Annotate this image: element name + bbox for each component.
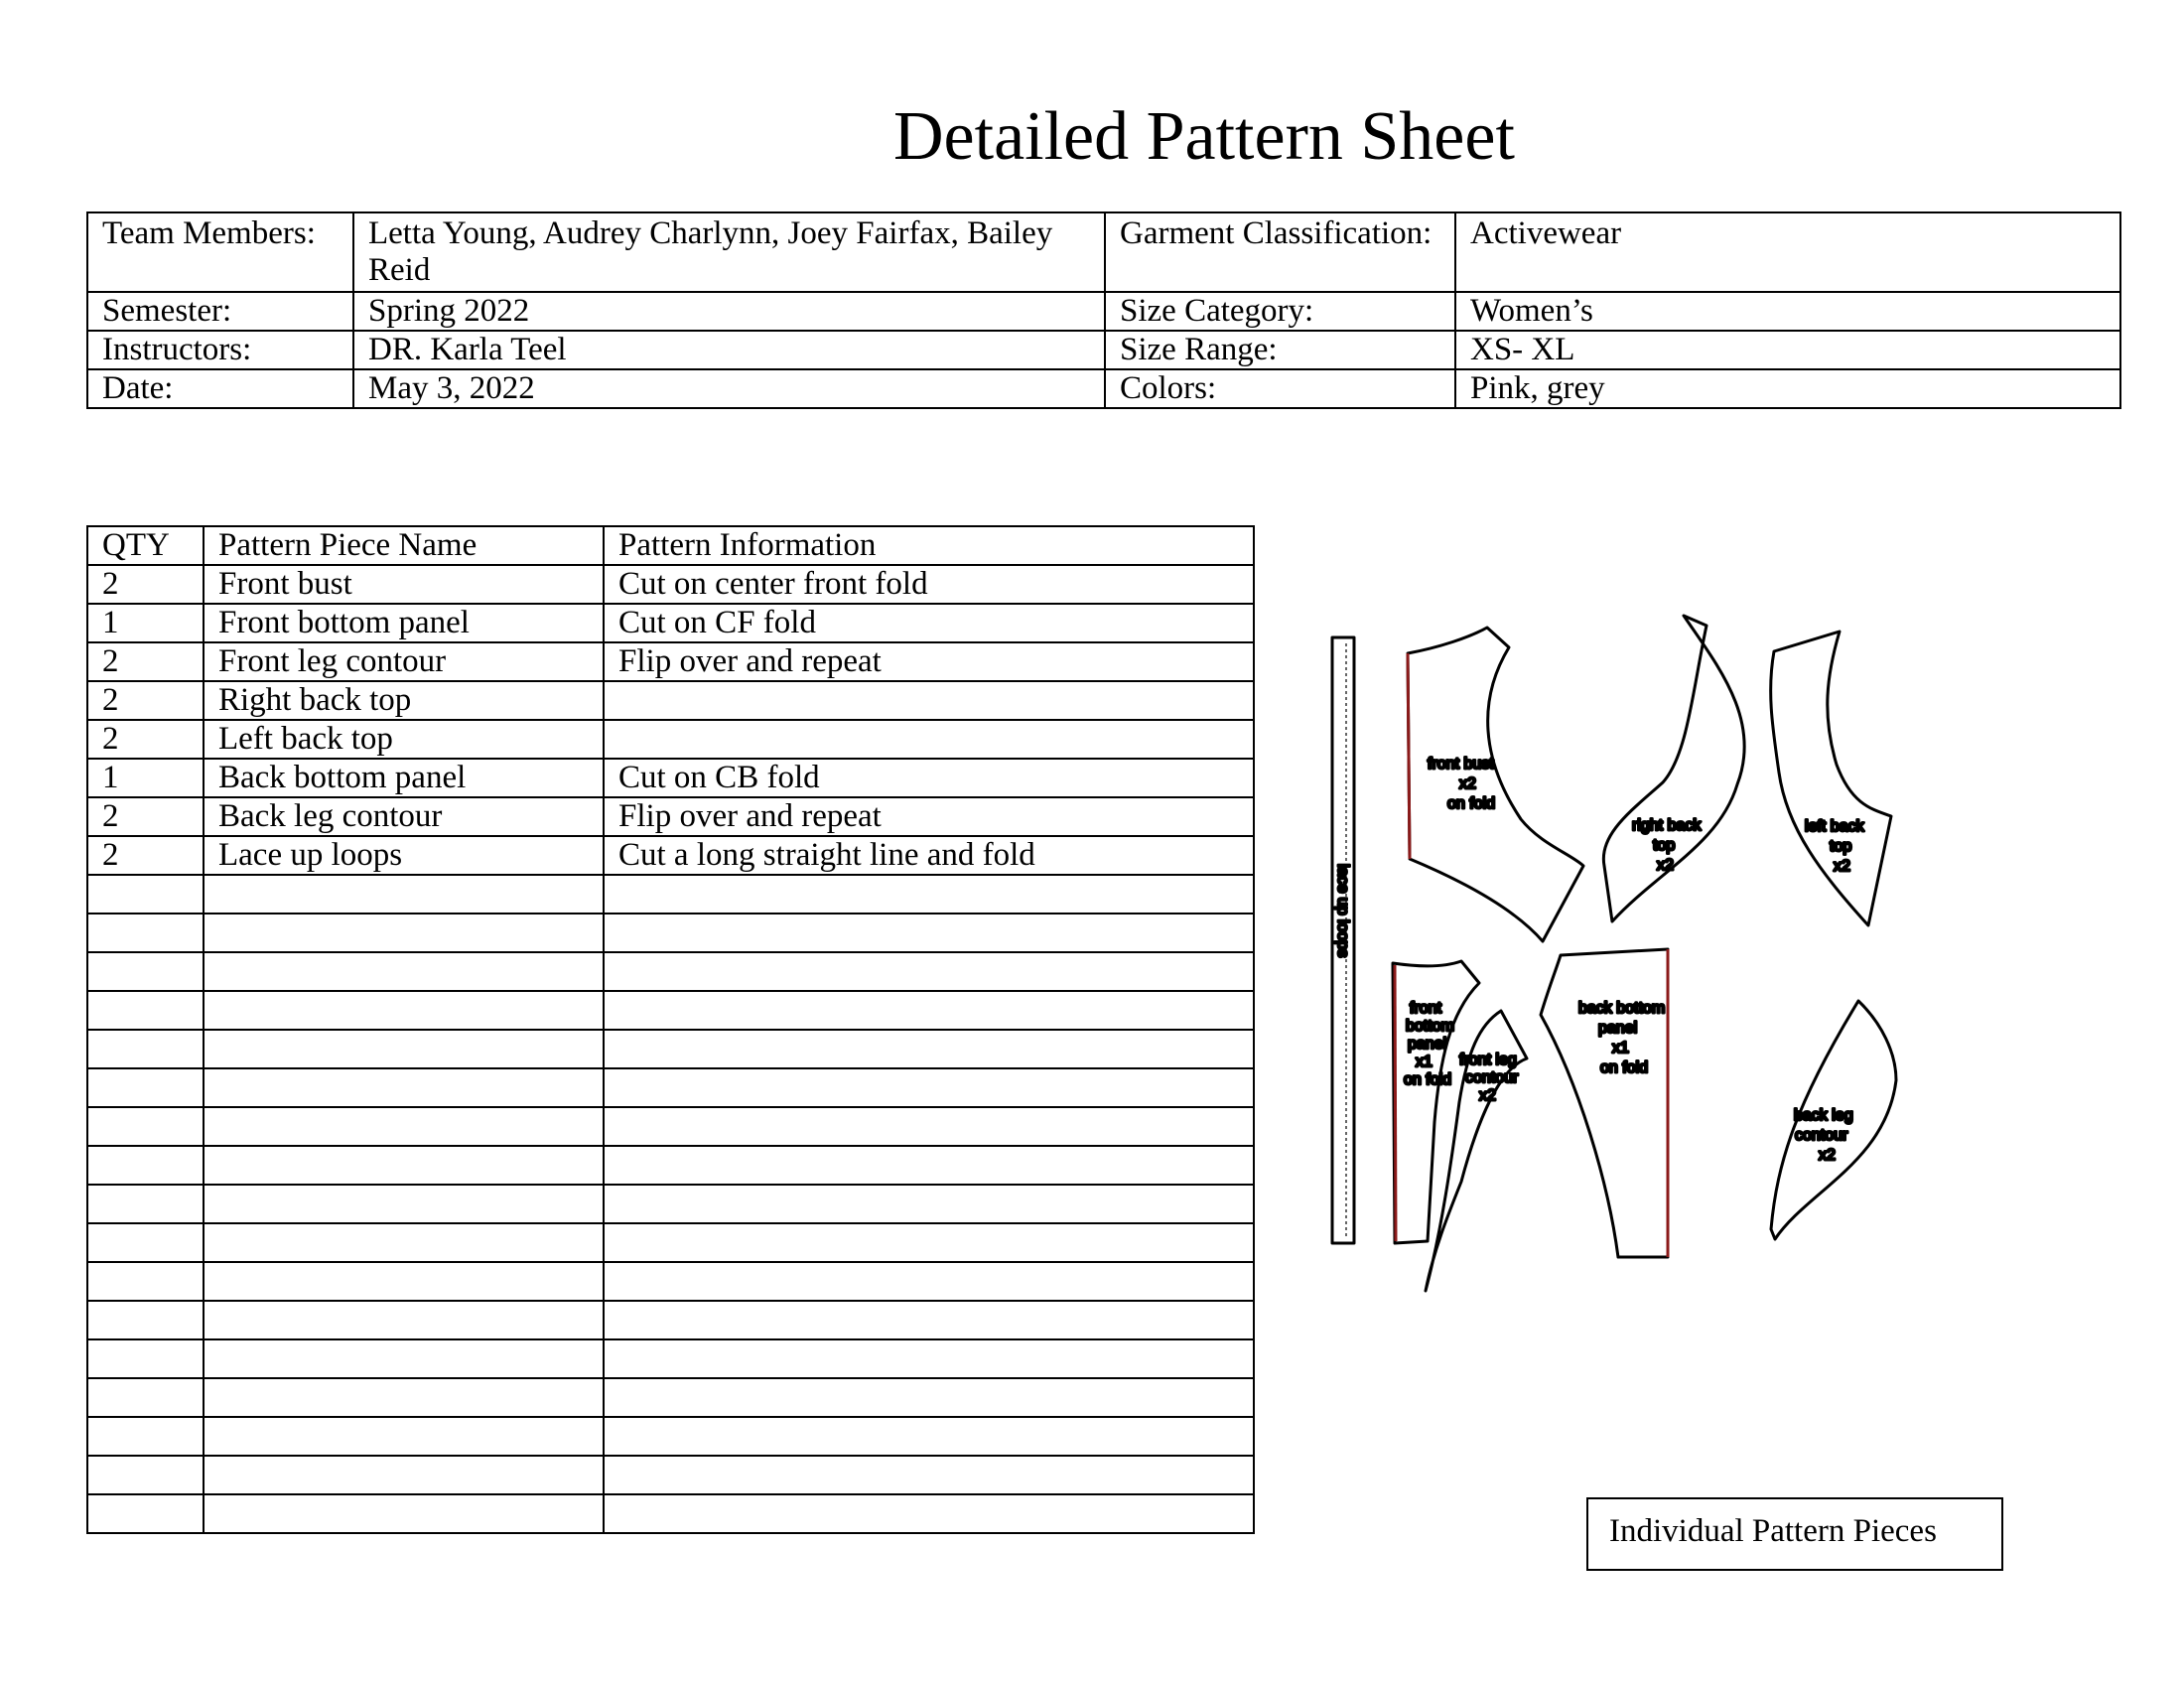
table-row	[87, 759, 1254, 797]
garment-class-value: Activewear	[1455, 212, 2120, 292]
table-row	[87, 1185, 1254, 1223]
table-row	[87, 681, 1254, 720]
piece-info-cell: Flip over and repeat	[604, 797, 1254, 836]
table-header-row	[87, 526, 1254, 565]
semester-value: Spring 2022	[353, 292, 1105, 331]
piece-info-cell	[604, 1030, 1254, 1068]
qty-cell: 2	[87, 565, 204, 604]
qty-cell	[87, 1185, 204, 1223]
qty-cell	[87, 1146, 204, 1185]
piece-name-cell	[204, 1107, 604, 1146]
size-category-value: Women’s	[1455, 292, 2120, 331]
front-bottom-panel-label: panel	[1408, 1036, 1447, 1053]
info-row	[87, 212, 2120, 292]
left-back-top-label: left back	[1805, 818, 1864, 835]
piece-name-cell: Lace up loops	[204, 836, 604, 875]
table-row	[87, 1223, 1254, 1262]
piece-name-cell	[204, 1185, 604, 1223]
piece-name-cell	[204, 1417, 604, 1456]
info-row	[87, 292, 2120, 331]
piece-info-cell	[604, 1185, 1254, 1223]
table-row	[87, 1107, 1254, 1146]
left-back-top-label: top	[1830, 838, 1852, 855]
front-bust-piece	[1408, 628, 1583, 941]
piece-name-cell	[204, 1301, 604, 1339]
column-header: Pattern Information	[604, 526, 1254, 565]
size-range-label: Size Range:	[1105, 331, 1455, 369]
front-bottom-panel-label: on fold	[1404, 1071, 1452, 1088]
front-bottom-panel-piece	[1393, 961, 1479, 1243]
piece-info-cell	[604, 914, 1254, 952]
colors-value: Pink, grey	[1455, 369, 2120, 408]
right-back-top-label: right back	[1632, 817, 1702, 834]
piece-info-cell	[604, 1146, 1254, 1185]
table-row	[87, 1417, 1254, 1456]
pattern-pieces-diagram	[1310, 606, 1985, 1321]
front-leg-contour-piece	[1426, 1011, 1527, 1291]
front-bottom-panel-label: x1	[1416, 1054, 1433, 1070]
qty-cell	[87, 1456, 204, 1494]
info-row	[87, 369, 2120, 408]
page-title: Detailed Pattern Sheet	[893, 98, 1515, 175]
front-bust-label: x2	[1459, 775, 1476, 792]
piece-info-cell: Cut on center front fold	[604, 565, 1254, 604]
table-row	[87, 875, 1254, 914]
front-leg-contour-label: x2	[1479, 1087, 1496, 1104]
qty-cell	[87, 1494, 204, 1533]
back-bottom-panel-piece	[1541, 949, 1668, 1257]
table-row	[87, 565, 1254, 604]
qty-cell	[87, 1223, 204, 1262]
qty-cell: 2	[87, 642, 204, 681]
qty-cell: 1	[87, 759, 204, 797]
right-back-top-piece	[1600, 616, 1744, 921]
back-leg-contour-label: back leg	[1794, 1107, 1853, 1124]
front-bottom-panel-label: bottom	[1406, 1018, 1454, 1035]
table-row	[87, 604, 1254, 642]
piece-name-cell: Right back top	[204, 681, 604, 720]
piece-name-cell	[204, 1494, 604, 1533]
date-value: May 3, 2022	[353, 369, 1105, 408]
table-row	[87, 952, 1254, 991]
front-leg-contour-label: front leg	[1459, 1052, 1517, 1068]
piece-name-cell: Back bottom panel	[204, 759, 604, 797]
front-bust-label: on fold	[1447, 795, 1496, 812]
team-members-value: Letta Young, Audrey Charlynn, Joey Fairfax, Bailey Reid	[353, 212, 1105, 292]
size-range-value: XS- XL	[1455, 331, 2120, 369]
qty-cell	[87, 1339, 204, 1378]
piece-name-cell	[204, 1262, 604, 1301]
piece-info-cell	[604, 1494, 1254, 1533]
qty-cell	[87, 991, 204, 1030]
table-row	[87, 1339, 1254, 1378]
table-row	[87, 797, 1254, 836]
column-header: QTY	[87, 526, 204, 565]
piece-info-cell	[604, 875, 1254, 914]
piece-name-cell	[204, 1378, 604, 1417]
piece-name-cell	[204, 1456, 604, 1494]
garment-class-label: Garment Classification:	[1105, 212, 1455, 292]
qty-cell: 2	[87, 797, 204, 836]
piece-info-cell: Cut on CF fold	[604, 604, 1254, 642]
piece-info-cell	[604, 681, 1254, 720]
team-members-label: Team Members:	[87, 212, 353, 292]
qty-cell	[87, 1301, 204, 1339]
qty-cell	[87, 1107, 204, 1146]
piece-name-cell	[204, 1068, 604, 1107]
back-leg-contour-piece	[1771, 1001, 1896, 1239]
piece-name-cell	[204, 991, 604, 1030]
qty-cell: 2	[87, 836, 204, 875]
front-bust-label: front bust	[1428, 756, 1494, 773]
piece-info-cell	[604, 1068, 1254, 1107]
qty-cell	[87, 1378, 204, 1417]
pattern-pieces-table	[86, 525, 1255, 1534]
table-row	[87, 642, 1254, 681]
piece-info-cell	[604, 991, 1254, 1030]
size-category-label: Size Category:	[1105, 292, 1455, 331]
qty-cell: 2	[87, 681, 204, 720]
piece-info-cell	[604, 1301, 1254, 1339]
table-row	[87, 991, 1254, 1030]
piece-info-cell: Cut on CB fold	[604, 759, 1254, 797]
piece-name-cell: Front leg contour	[204, 642, 604, 681]
right-back-top-label: top	[1653, 837, 1676, 854]
piece-name-cell: Front bust	[204, 565, 604, 604]
back-bottom-panel-label: back bottom	[1578, 1000, 1666, 1017]
qty-cell: 1	[87, 604, 204, 642]
table-row	[87, 1262, 1254, 1301]
piece-info-cell	[604, 1456, 1254, 1494]
piece-name-cell: Front bottom panel	[204, 604, 604, 642]
piece-info-cell	[604, 720, 1254, 759]
piece-info-cell: Cut a long straight line and fold	[604, 836, 1254, 875]
piece-name-cell	[204, 875, 604, 914]
table-row	[87, 720, 1254, 759]
piece-info-cell	[604, 1223, 1254, 1262]
semester-label: Semester:	[87, 292, 353, 331]
column-header: Pattern Piece Name	[204, 526, 604, 565]
table-row	[87, 1301, 1254, 1339]
table-row	[87, 1068, 1254, 1107]
table-row	[87, 1456, 1254, 1494]
qty-cell	[87, 1068, 204, 1107]
back-bottom-panel-label: on fold	[1600, 1059, 1649, 1076]
lace-loops-label: lace up loops	[1334, 864, 1351, 958]
instructors-label: Instructors:	[87, 331, 353, 369]
qty-cell	[87, 1030, 204, 1068]
piece-name-cell	[204, 1146, 604, 1185]
piece-name-cell	[204, 1030, 604, 1068]
left-back-top-piece	[1771, 632, 1891, 925]
table-row	[87, 1378, 1254, 1417]
table-row	[87, 1146, 1254, 1185]
piece-info-cell	[604, 1417, 1254, 1456]
back-bottom-panel-label: x1	[1612, 1040, 1629, 1056]
front-leg-contour-label: contour	[1465, 1069, 1519, 1086]
qty-cell	[87, 914, 204, 952]
pattern-pieces-caption: Individual Pattern Pieces	[1586, 1497, 2003, 1571]
date-label: Date:	[87, 369, 353, 408]
piece-name-cell	[204, 1223, 604, 1262]
piece-name-cell: Left back top	[204, 720, 604, 759]
piece-info-cell	[604, 1378, 1254, 1417]
back-leg-contour-label: x2	[1819, 1147, 1836, 1164]
piece-name-cell	[204, 1339, 604, 1378]
back-leg-contour-label: contour	[1795, 1127, 1848, 1144]
info-row	[87, 331, 2120, 369]
piece-info-cell: Flip over and repeat	[604, 642, 1254, 681]
piece-name-cell	[204, 952, 604, 991]
instructors-value: DR. Karla Teel	[353, 331, 1105, 369]
table-row	[87, 914, 1254, 952]
piece-info-cell	[604, 1262, 1254, 1301]
qty-cell	[87, 1417, 204, 1456]
piece-info-cell	[604, 1339, 1254, 1378]
colors-label: Colors:	[1105, 369, 1455, 408]
back-bottom-panel-label: panel	[1598, 1020, 1638, 1037]
qty-cell	[87, 875, 204, 914]
front-bottom-panel-label: front	[1410, 1000, 1442, 1017]
info-table	[86, 211, 2121, 409]
qty-cell	[87, 1262, 204, 1301]
lace-up-loops-piece	[1332, 637, 1354, 1243]
qty-cell: 2	[87, 720, 204, 759]
qty-cell	[87, 952, 204, 991]
table-row	[87, 1494, 1254, 1533]
piece-name-cell	[204, 914, 604, 952]
table-row	[87, 1030, 1254, 1068]
table-row	[87, 836, 1254, 875]
right-back-top-label: x2	[1657, 857, 1674, 874]
piece-info-cell	[604, 952, 1254, 991]
piece-info-cell	[604, 1107, 1254, 1146]
piece-name-cell: Back leg contour	[204, 797, 604, 836]
left-back-top-label: x2	[1834, 858, 1850, 875]
